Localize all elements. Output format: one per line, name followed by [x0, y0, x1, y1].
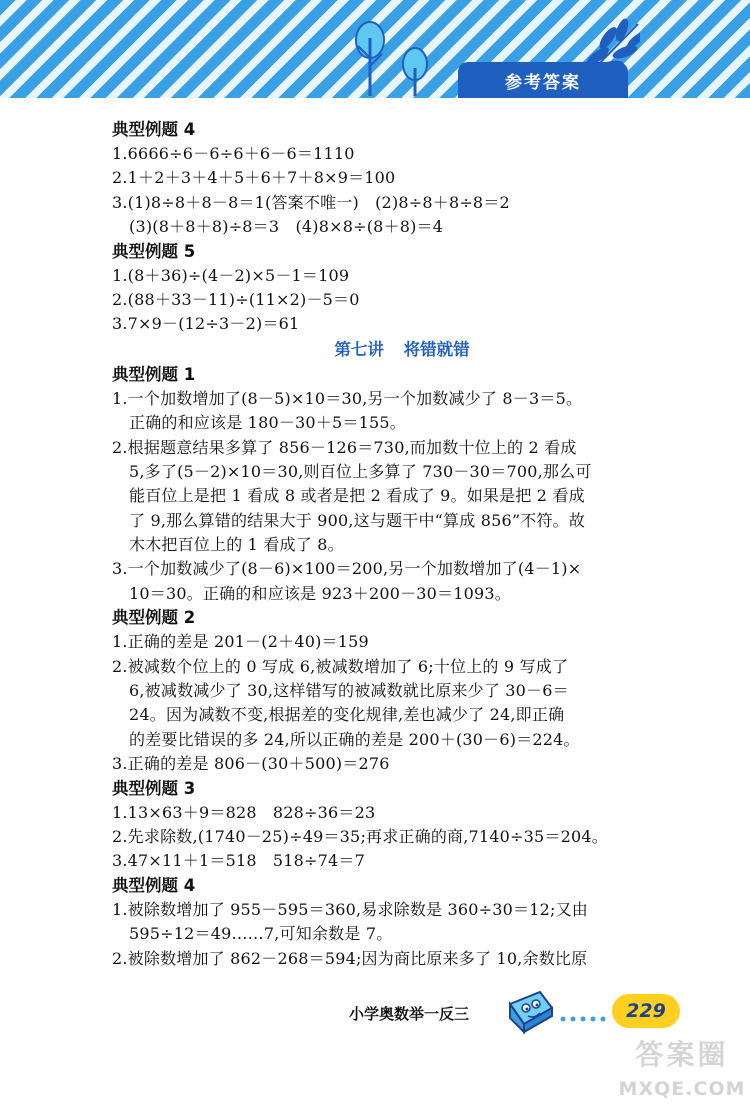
answer-line: 1.13×63＋9＝828 828÷36＝23	[112, 802, 376, 822]
example-section-4	[112, 606, 692, 776]
answer-content	[112, 118, 692, 971]
book-title: 小学奥数举一反三	[349, 1005, 470, 1023]
watermark-text: 答案圈	[635, 1038, 729, 1071]
answer-line: 正确的和应该是 180－30＋5＝155。	[129, 413, 406, 433]
watermark-url: MXQE.COM	[618, 1078, 746, 1100]
answer-line: 6,被减数减少了 30,这样错写的被减数就比原来少了 30－6＝	[129, 681, 569, 701]
example-section-6	[112, 874, 692, 971]
page-number-badge: 229	[612, 994, 680, 1028]
section-heading: 典型例题 1	[112, 364, 196, 384]
answer-section-tab: 参考答案	[458, 62, 628, 98]
example-section-2	[112, 240, 692, 337]
answer-line: 2.(88＋33－11)÷(11×2)－5＝0	[112, 289, 360, 309]
example-section-3	[112, 363, 692, 607]
answer-line: 2.先求除数,(1740－25)÷49＝35;再求正确的商,7140÷35＝204。	[112, 826, 608, 846]
answer-line: 2.被减数个位上的 0 写成 6,被减数增加了 6;十位上的 9 写成了	[112, 656, 569, 676]
answer-line: 的差要比错误的多 24,所以正确的差是 200＋(30－6)＝224。	[129, 729, 580, 749]
answer-line: (3)(8＋8＋8)÷8＝3 (4)8×8÷(8＋8)＝4	[129, 217, 444, 237]
answer-line: 了 9,那么算错的结果大于 900,这与题干中“算成 856”不符。故	[129, 510, 586, 530]
answer-line: 能百位上是把 1 看成 8 或者是把 2 看成了 9。如果是把 2 看成	[129, 486, 585, 506]
dots-decoration-icon	[558, 1014, 618, 1024]
mascot-icon	[500, 986, 556, 1034]
answer-line: 2.被除数增加了 862－268＝594;因为商比原来多了 10,余数比原	[112, 948, 588, 968]
answer-line: 1.6666÷6－6÷6＋6－6＝1110	[112, 144, 355, 163]
example-section-5	[112, 777, 692, 874]
answer-line: 10＝30。正确的和应该是 923＋200－30＝1093。	[129, 583, 511, 603]
answer-line: 1.正确的差是 201－(2＋40)＝159	[112, 632, 369, 652]
section-heading: 典型例题 5	[112, 241, 196, 261]
section-heading: 典型例题 2	[112, 608, 196, 628]
answer-line: 2.根据题意结果多算了 856－126＝730,而加数十位上的 2 看成	[112, 437, 577, 457]
section-heading: 典型例题 3	[112, 778, 196, 798]
answer-line: 5,多了(5－2)×10＝30,则百位上多算了 730－30＝700,那么可	[129, 461, 592, 481]
chapter-title: 第七讲 将错就错	[334, 339, 470, 359]
answer-line: 1.(8＋36)÷(4－2)×5－1＝109	[112, 265, 350, 285]
answer-line: 3.一个加数减少了(8－6)×100＝200,另一个加数增加了(4－1)×	[112, 559, 582, 579]
answer-line: 3.47×11＋1＝518 518÷74＝7	[112, 851, 365, 871]
example-section-1	[112, 118, 692, 240]
answer-line: 1.被除数增加了 955－595＝360,易求除数是 360÷30＝12;又由	[112, 899, 588, 919]
answer-line: 木木把百位上的 1 看成了 8。	[129, 535, 344, 555]
answer-line: 3.正确的差是 806－(30＋500)＝276	[112, 754, 390, 774]
watermark	[614, 1036, 750, 1112]
section-heading: 典型例题 4	[112, 120, 196, 139]
answer-line: 2.1＋2＋3＋4＋5＋6＋7＋8×9＝100	[112, 168, 396, 188]
answer-line: 595÷12＝49……7,可知余数是 7。	[129, 924, 393, 944]
answer-line: 3.(1)8÷8＋8－8＝1(答案不唯一) (2)8÷8＋8÷8＝2	[112, 192, 510, 212]
answer-line: 1.一个加数增加了(8－5)×10＝30,另一个加数减少了 8－3＝5。	[112, 388, 583, 408]
answer-line: 3.7×9－(12÷3－2)＝61	[112, 314, 300, 334]
section-heading: 典型例题 4	[112, 875, 196, 895]
answer-line: 24。因为减数不变,根据差的变化规律,差也减少了 24,即正确	[129, 705, 565, 725]
